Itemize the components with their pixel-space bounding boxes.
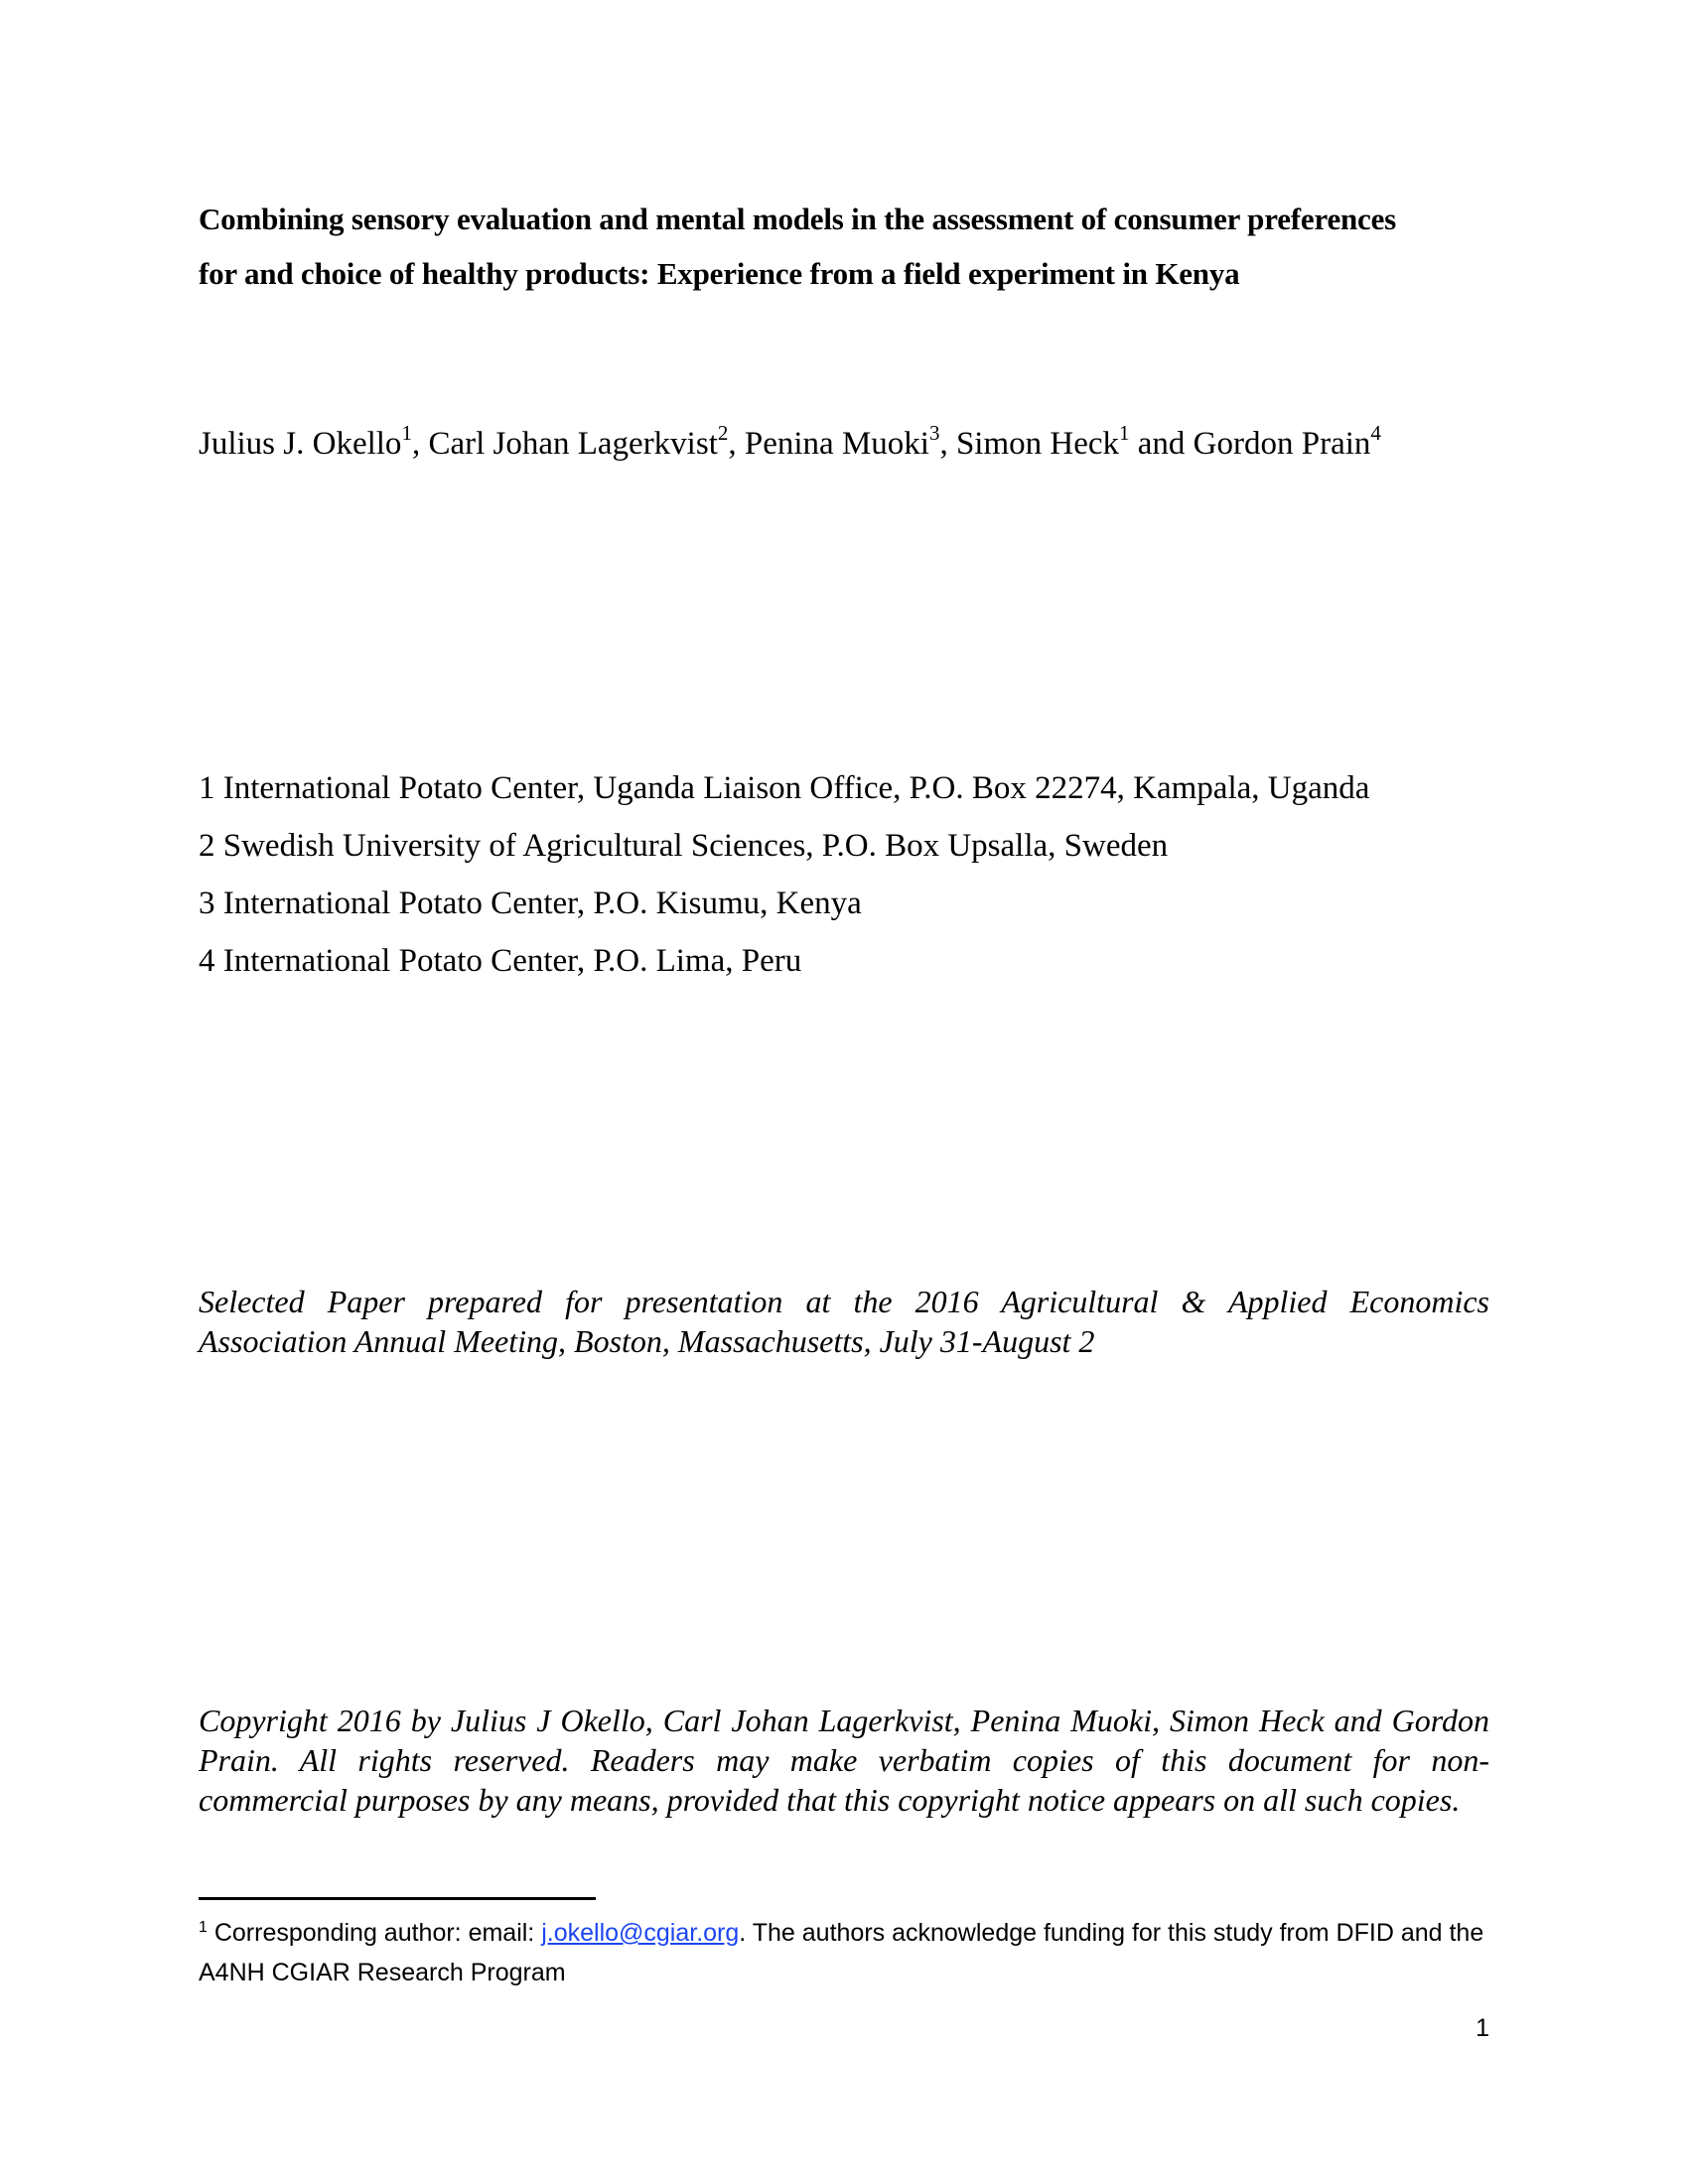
footnote-separator	[199, 1897, 596, 1900]
author-name: Julius J. Okello	[199, 426, 402, 462]
affiliation-line: 1 International Potato Center, Uganda Liaison Office, P.O. Box 22274, Kampala, Uganda	[199, 770, 1370, 806]
affiliation-line: 3 International Potato Center, P.O. Kisumu, Kenya	[199, 886, 862, 921]
page-number: 1	[1476, 2014, 1489, 2042]
author-affiliation-superscript: 4	[1370, 421, 1381, 445]
author-affiliation-superscript: 1	[401, 421, 412, 445]
footnote-email-link[interactable]: j.okello@cgiar.org	[541, 1919, 740, 1947]
author-affiliation-superscript: 2	[717, 421, 729, 445]
copyright-notice	[199, 1701, 1489, 1820]
author-affiliation-superscript: 3	[928, 421, 940, 445]
author-name: , Carl Johan Lagerkvist	[411, 426, 718, 462]
conference-note-line: Selected Paper prepared for presentation at the 2016 Agricultural & Applied Economics	[199, 1284, 1489, 1319]
affiliations-list	[199, 759, 1489, 990]
copyright-line: commercial purposes by any means, provided that this copyright notice appears on all such copies.	[199, 1782, 1461, 1818]
copyright-line: Copyright 2016 by Julius J Okello, Carl Johan Lagerkvist, Penina Muoki, Simon Heck and Gordon	[199, 1703, 1489, 1738]
title-line-1: Combining sensory evaluation and mental models in the assessment of consumer preferences	[199, 202, 1397, 236]
affiliation-line: 2 Swedish University of Agricultural Sciences, P.O. Box Upsalla, Sweden	[199, 828, 1169, 864]
author-name: , Simon Heck	[939, 426, 1120, 462]
footnote-marker: 1	[199, 1919, 208, 1936]
copyright-line: Prain. All rights reserved. Readers may make verbatim copies of this document for non-	[199, 1742, 1489, 1778]
conference-note	[199, 1282, 1489, 1361]
author-affiliation-superscript: 1	[1119, 421, 1130, 445]
footnote	[199, 1913, 1499, 1992]
author-name: and Gordon Prain	[1129, 426, 1371, 462]
conference-note-line: Association Annual Meeting, Boston, Massachusetts, July 31-August 2	[199, 1323, 1095, 1359]
affiliation-line: 4 International Potato Center, P.O. Lima, Peru	[199, 943, 802, 979]
footnote-text: . The authors acknowledge funding for this study from DFID and the A4NH CGIAR Research Program	[199, 1919, 1484, 1986]
footnote-text: Corresponding author: email:	[207, 1919, 542, 1947]
title-line-2: for and choice of healthy products: Experience from a field experiment in Kenya	[199, 256, 1240, 291]
paper-title	[199, 192, 1489, 301]
authors-line	[199, 421, 1489, 464]
author-name: , Penina Muoki	[728, 426, 929, 462]
